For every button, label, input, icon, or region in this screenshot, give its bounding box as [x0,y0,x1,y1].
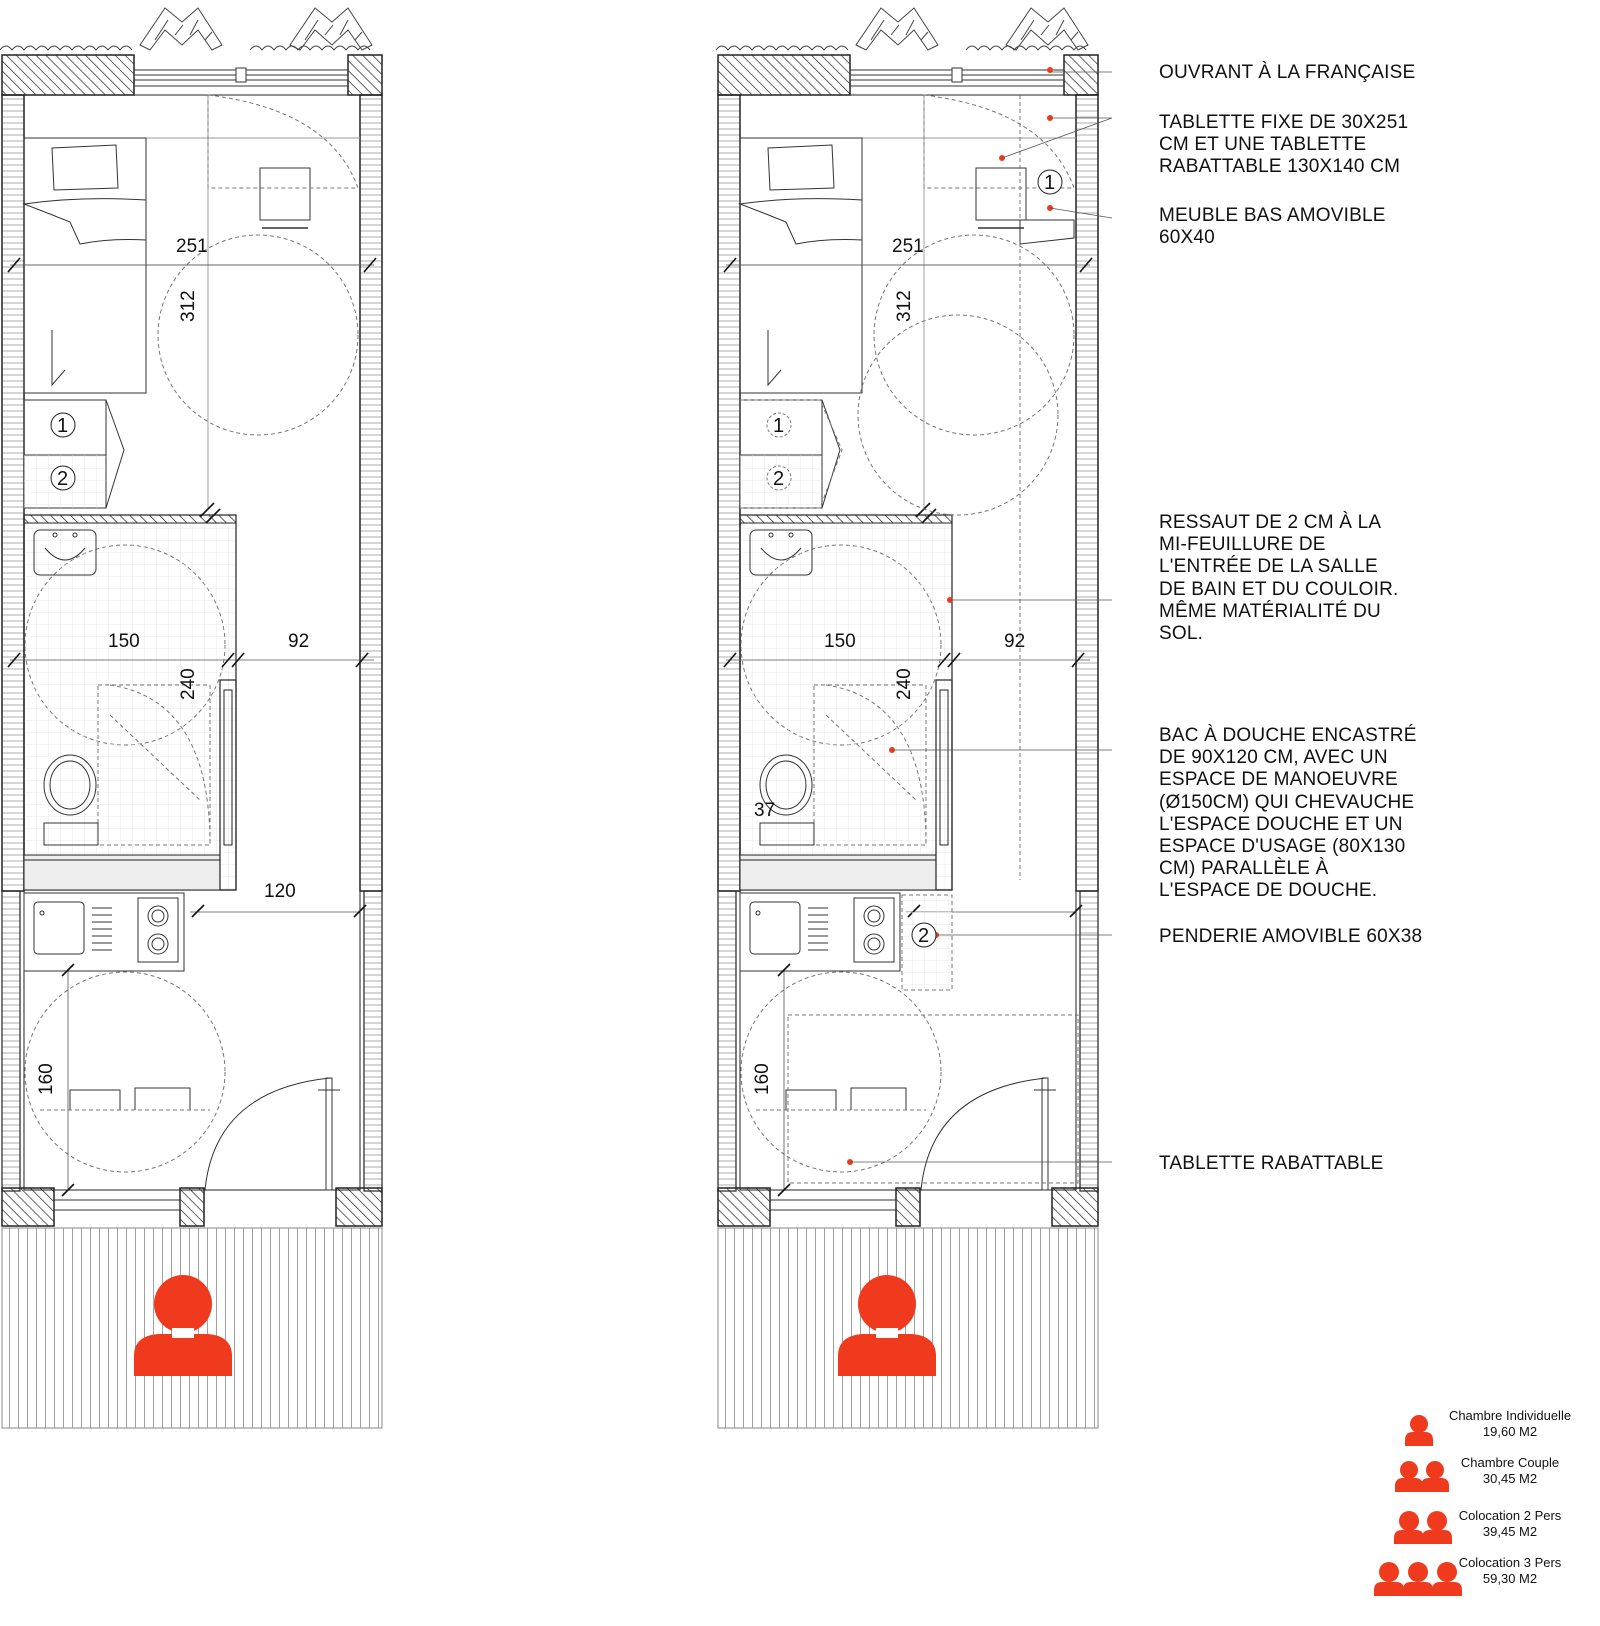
dim-160: 160 [36,1063,57,1095]
dim-160: 160 [752,1063,773,1095]
marker-2: 2 [773,468,785,490]
marker-2: 2 [57,468,69,490]
dim-251: 251 [176,236,208,257]
dim-312: 312 [178,290,199,322]
annotation-bac-douche: BAC À DOUCHE ENCASTRÉ DE 90X120 CM, AVEC UN ESPACE DE MANOEUVRE (Ø150CM) QUI CHEVAUCHE L'ESPACE DOUCHE ET UN ESPACE D'USAGE (80X130 CM) PARALLÈLE À L'ESPACE DE DOUCHE. [1159,725,1417,902]
dim-150: 150 [108,631,140,652]
marker-1: 1 [773,415,785,437]
dim-312: 312 [894,290,915,322]
annotation-meuble-bas: MEUBLE BAS AMOVIBLE 60X40 [1159,205,1386,249]
dim-37: 37 [754,800,776,821]
plan-right [716,8,1112,1428]
person-icon [1395,1461,1423,1492]
legend-item: Chambre Couple 30,45 M2 [1460,1455,1560,1486]
person-icon [1405,1415,1433,1446]
person-icon [1403,1562,1433,1596]
annotation-tablette-rabattable: TABLETTE RABATTABLE [1159,1153,1384,1174]
dim-240: 240 [178,668,199,700]
dim-150: 150 [824,631,856,652]
plan-left [0,8,382,1428]
marker-1: 1 [57,415,69,437]
marker-1: 1 [1044,172,1056,194]
dim-240: 240 [894,668,915,700]
annotation-ressaut: RESSAUT DE 2 CM À LA MI-FEUILLURE DE L'ENTRÉE DE LA SALLE DE BAIN ET DU COULOIR. MÊME MATÉRIALITÉ DU SOL. [1159,512,1399,645]
marker-2: 2 [918,925,930,947]
person-icon [1394,1511,1424,1544]
dim-251: 251 [892,236,924,257]
annotation-penderie: PENDERIE AMOVIBLE 60X38 [1159,926,1423,947]
dim-120: 120 [264,881,296,902]
annotation-ouvrant: OUVRANT À LA FRANÇAISE [1159,62,1416,83]
legend-item: Chambre Individuelle 19,60 M2 [1448,1408,1572,1439]
legend-item: Colocation 3 Pers 59,30 M2 [1458,1555,1562,1586]
annotation-tablette-fixe: TABLETTE FIXE DE 30X251 CM ET UNE TABLETTE RABATTABLE 130X140 CM [1159,112,1409,178]
legend-item: Colocation 2 Pers 39,45 M2 [1458,1508,1562,1539]
person-icon [1374,1562,1404,1596]
dim-92: 92 [1004,631,1026,652]
dim-92: 92 [288,631,310,652]
